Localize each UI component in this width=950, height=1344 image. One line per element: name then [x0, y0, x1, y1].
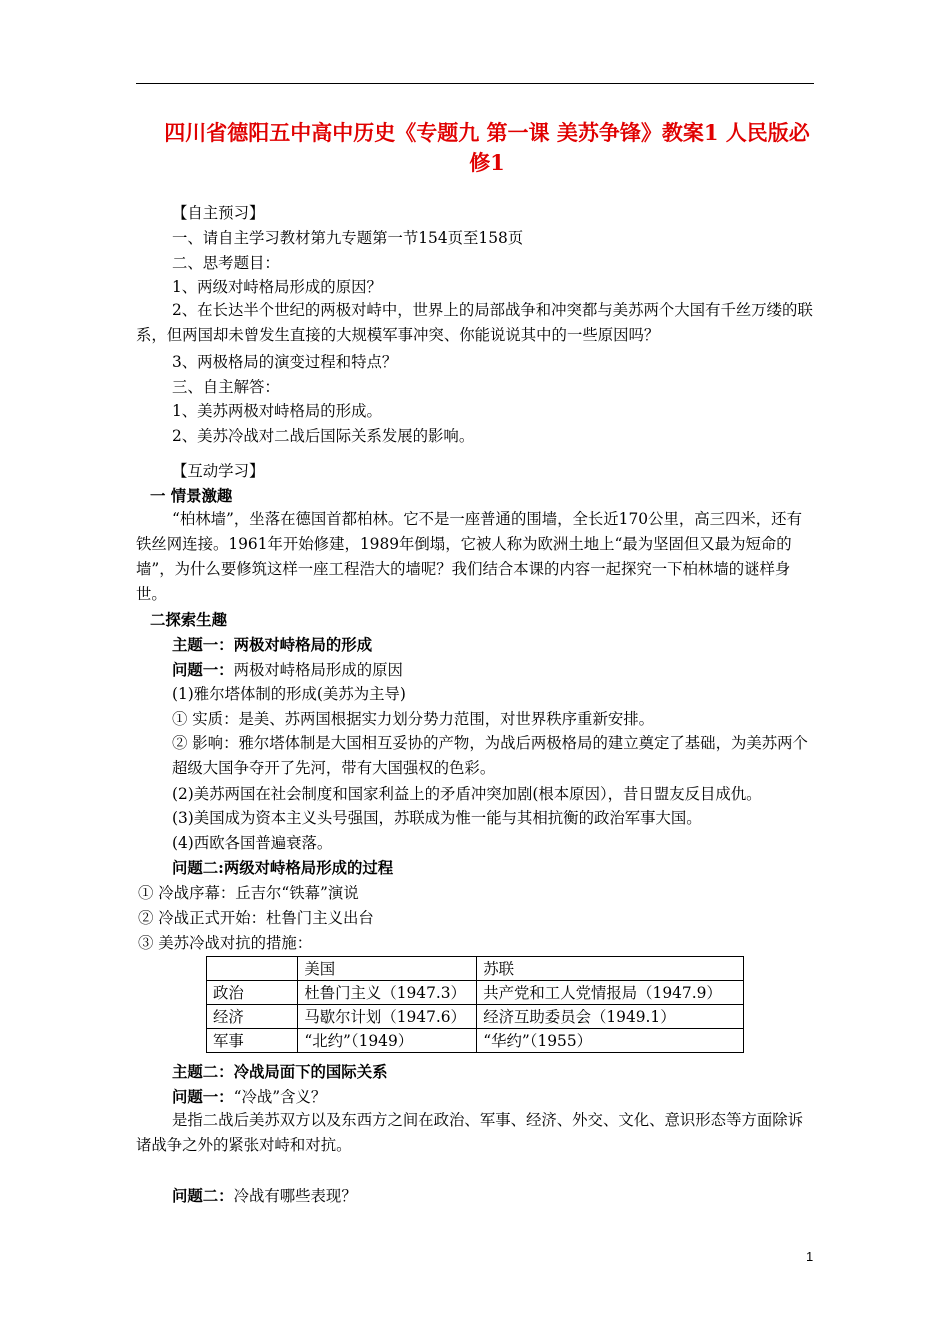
table-cell: 军事	[207, 1029, 298, 1053]
reason-1a: ① 实质：是美、苏两国根据实力划分势力范围，对世界秩序重新安排。	[172, 710, 655, 728]
table-row	[207, 981, 744, 1005]
question-label: 问题二：	[172, 1187, 234, 1205]
table-cell: 共产党和工人党情报局（1947.9）	[477, 981, 744, 1005]
topic-2-question-1	[172, 1087, 326, 1107]
preview-question-3: 3、两极格局的演变过程和特点？	[172, 353, 398, 371]
table-cell: 杜鲁门主义（1947.3）	[298, 981, 477, 1005]
topic-2-question-2	[172, 1186, 357, 1206]
table-header-cell: 苏联	[477, 957, 744, 981]
process-2: ② 冷战正式开始：杜鲁门主义出台	[138, 909, 374, 927]
question-text: 两极对峙格局形成的原因	[233, 661, 403, 679]
topic-2-heading: 主题二：冷战局面下的国际关系	[172, 1063, 388, 1081]
preview-answer-2: 2、美苏冷战对二战后国际关系发展的影响。	[172, 427, 475, 445]
reason-2: (2)美苏两国在社会制度和国家利益上的矛盾冲突加剧(根本原因），昔日盟友反目成仇。	[172, 785, 762, 803]
table-cell: “华约”（1955）	[477, 1029, 744, 1053]
reason-3: (3)美国成为资本主义头号强国，苏联成为惟一能与其相抗衡的政治军事大国。	[172, 809, 702, 827]
document-title: 四川省德阳五中高中历史《专题九 第一课 美苏争锋》教案1 人民版必修1	[164, 120, 810, 175]
reason-1b: ② 影响：雅尔塔体制是大国相互妥协的产物，为战后两极格局的建立奠定了基础，为美苏两个超级大国争夺开了先河，带有大国强权的色彩。	[172, 734, 808, 777]
question-label: 问题一：	[172, 661, 234, 679]
preview-answer-1: 1、美苏两极对峙格局的形成。	[172, 402, 382, 420]
topic-1-question-2: 问题二:两级对峙格局形成的过程	[172, 859, 394, 877]
cold-war-definition: 是指二战后美苏双方以及东西方之间在政治、军事、经济、外交、文化、意识形态等方面除诉诸战争之外的紧张对峙和对抗。	[136, 1111, 804, 1154]
preview-line-1: 一、请自主学习教材第九专题第一节154页至158页	[172, 229, 524, 247]
section-1-paragraph: “柏林墙”，坐落在德国首都柏林。它不是一座普通的围墙，全长近170公里，高三四米，还有铁丝网连接。1961年开始修建，1989年倒塌，它被人称为欧洲土地上“最为坚固但又最为短命的墙”，为什么要修筑这样一座工程浩大的墙呢？我们结合本课的内容一起探究一下柏林墙的谜样身世。	[136, 510, 802, 603]
table-header-cell	[207, 957, 298, 981]
question-label: 问题一：	[172, 1088, 234, 1106]
table-cell: “北约”（1949）	[298, 1029, 477, 1053]
process-1: ① 冷战序幕：丘吉尔“铁幕”演说	[138, 884, 359, 902]
section-2-heading: 二探索生趣	[150, 611, 227, 629]
preview-question-2: 2、在长达半个世纪的两极对峙中，世界上的局部战争和冲突都与美苏两个大国有千丝万缕的联系，但两国却未曾发生直接的大规模军事冲突、你能说说其中的一些原因吗？	[136, 301, 813, 344]
table-cell: 马歇尔计划（1947.6）	[298, 1005, 477, 1029]
page-number: 1	[806, 1249, 814, 1264]
section-1-heading: 一 情景激趣	[150, 487, 233, 505]
table-cell: 政治	[207, 981, 298, 1005]
preview-heading: 【自主预习】	[172, 204, 265, 222]
preview-question-1: 1、两级对峙格局形成的原因？	[172, 278, 382, 296]
preview-line-2: 二、思考题目：	[172, 254, 280, 272]
cold-war-measures-table	[206, 956, 744, 1053]
reason-4: (4)西欧各国普遍衰落。	[172, 834, 333, 852]
table-cell: 经济	[207, 1005, 298, 1029]
topic-1-heading: 主题一：两极对峙格局的形成	[172, 636, 373, 654]
question-text: “冷战”含义？	[233, 1088, 327, 1106]
interactive-heading: 【互动学习】	[172, 462, 265, 480]
reason-1: (1)雅尔塔体制的形成(美苏为主导)	[172, 685, 406, 703]
table-header-cell: 美国	[298, 957, 477, 981]
header-rule	[136, 83, 814, 84]
preview-line-3: 三、自主解答：	[172, 378, 280, 396]
table-header-row	[207, 957, 744, 981]
table-cell: 经济互助委员会（1949.1）	[477, 1005, 744, 1029]
process-3: ③ 美苏冷战对抗的措施：	[138, 934, 313, 952]
table-row	[207, 1005, 744, 1029]
table-row	[207, 1029, 744, 1053]
question-text: 冷战有哪些表现？	[233, 1187, 357, 1205]
topic-1-question-1	[172, 660, 403, 680]
